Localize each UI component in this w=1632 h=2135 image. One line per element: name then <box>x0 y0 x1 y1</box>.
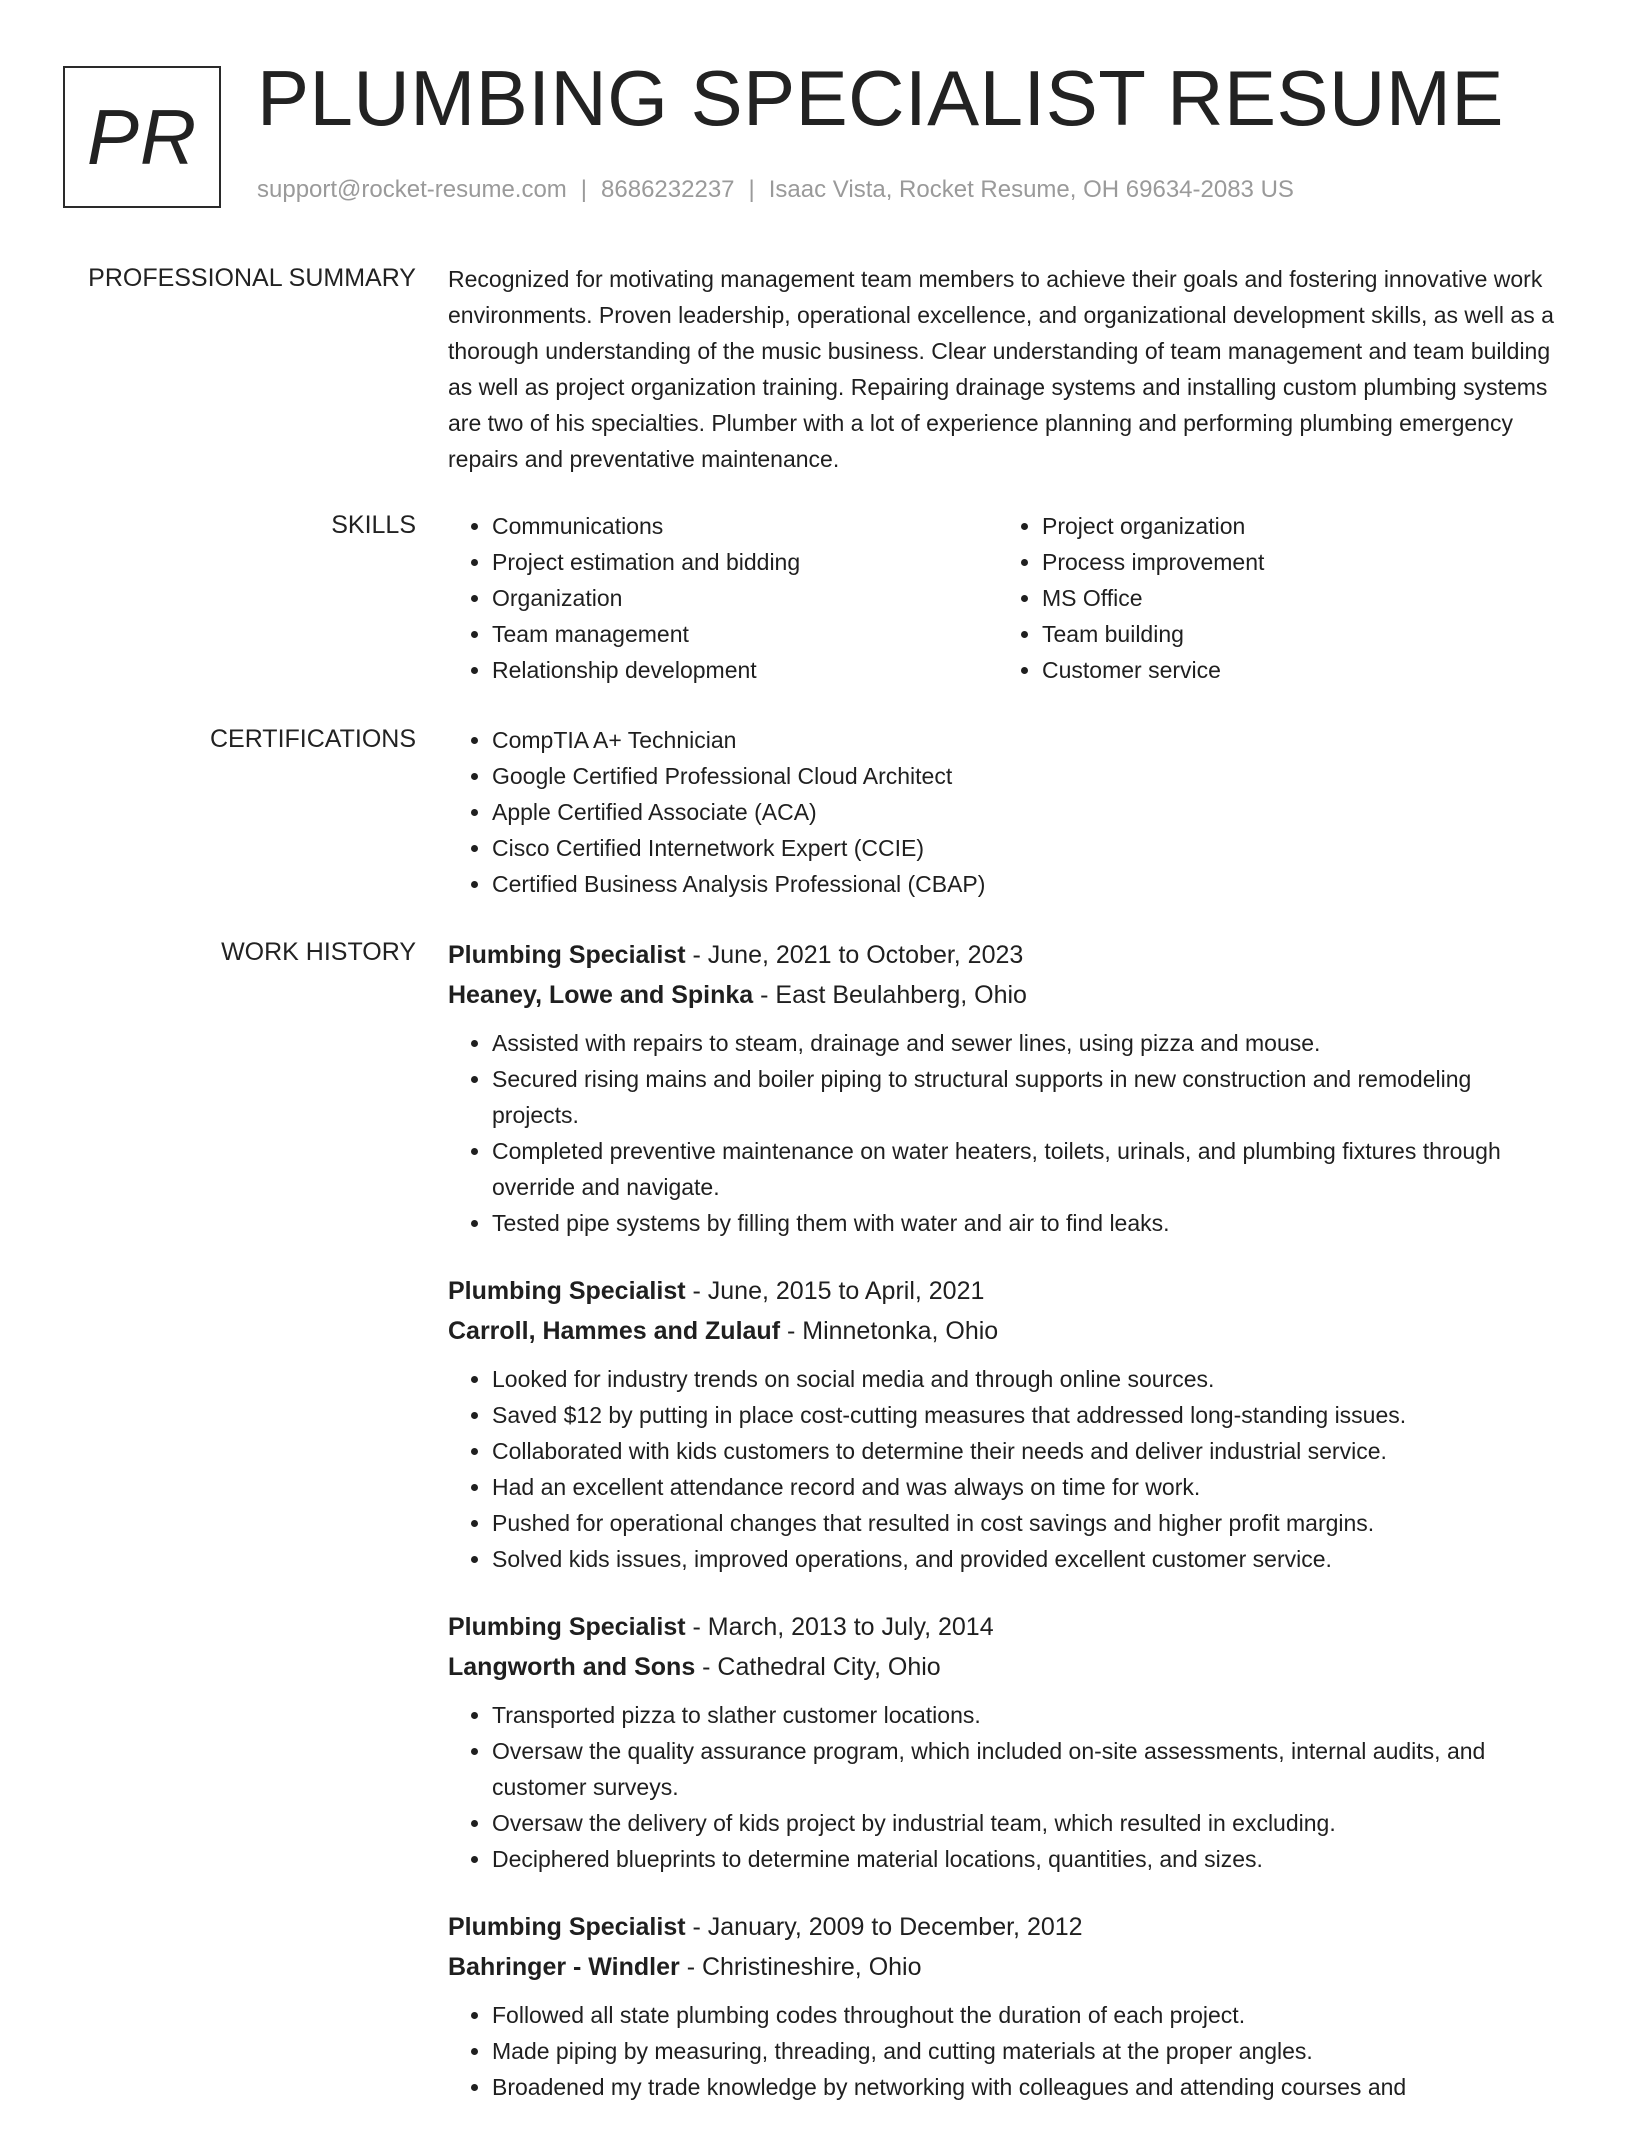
job-entry <box>448 1607 1564 1877</box>
work-history-body <box>448 935 1564 2135</box>
job-company: Bahringer - Windler <box>448 1953 680 1981</box>
job-bullet: • Secured rising mains and boiler piping to structural supports in new construction and remodeling projects. <box>492 1061 1564 1133</box>
job-bullets <box>448 1997 1564 2105</box>
job-bullet: • Assisted with repairs to steam, drainage and sewer lines, using pizza and mouse. <box>492 1025 1564 1061</box>
summary-body <box>448 261 1564 477</box>
contact-address: Isaac Vista, Rocket Resume, OH 69634-2083 US <box>768 176 1294 203</box>
summary-heading: PROFESSIONAL SUMMARY <box>88 264 416 292</box>
certification-item: • Certified Business Analysis Professional (CBAP) <box>492 866 1564 902</box>
job-bullet: • Solved kids issues, improved operations, and provided excellent customer service. <box>492 1541 1564 1577</box>
job-dates: - March, 2013 to July, 2014 <box>685 1613 994 1641</box>
certifications-list <box>448 722 1564 902</box>
job-company: Heaney, Lowe and Spinka <box>448 981 754 1009</box>
job-company-line <box>448 1311 1564 1351</box>
job-title: Plumbing Specialist <box>448 941 686 969</box>
certification-item: • Apple Certified Associate (ACA) <box>492 794 1564 830</box>
certification-item: • Cisco Certified Internetwork Expert (CCIE) <box>492 830 1564 866</box>
job-title-line <box>448 1907 1564 1947</box>
job-bullets <box>448 1361 1564 1577</box>
job-bullet: • Followed all state plumbing codes throughout the duration of each project. <box>492 1997 1564 2033</box>
job-title-line <box>448 1607 1564 1647</box>
job-bullet: • Transported pizza to slather customer locations. <box>492 1697 1564 1733</box>
skill-item: • Process improvement <box>1042 544 1548 580</box>
job-bullet: • Pushed for operational changes that resulted in cost savings and higher profit margins. <box>492 1505 1564 1541</box>
job-bullet: • Tested pipe systems by filling them with water and air to find leaks. <box>492 1205 1564 1241</box>
job-title: Plumbing Specialist <box>448 1613 686 1641</box>
contact-phone[interactable]: 8686232237 <box>601 176 735 203</box>
certification-item: • CompTIA A+ Technician <box>492 722 1564 758</box>
job-bullet: • Had an excellent attendance record and was always on time for work. <box>492 1469 1564 1505</box>
skill-item: • Organization <box>492 580 998 616</box>
job-bullet: • Made piping by measuring, threading, and cutting materials at the proper angles. <box>492 2033 1564 2069</box>
job-bullet: • Collaborated with kids customers to determine their needs and deliver industrial service. <box>492 1433 1564 1469</box>
job-dates: - June, 2015 to April, 2021 <box>685 1277 985 1305</box>
job-dates: - January, 2009 to December, 2012 <box>685 1913 1083 1941</box>
job-bullet: • Completed preventive maintenance on water heaters, toilets, urinals, and plumbing fixtures through override and navigate. <box>492 1133 1564 1205</box>
job-company-line <box>448 1647 1564 1687</box>
job-bullets <box>448 1697 1564 1877</box>
skill-item: • Relationship development <box>492 652 998 688</box>
job-title: Plumbing Specialist <box>448 1913 686 1941</box>
job-bullet: • Looked for industry trends on social media and through online sources. <box>492 1361 1564 1397</box>
job-company: Carroll, Hammes and Zulauf <box>448 1317 781 1345</box>
job-bullet: • Broadened my trade knowledge by networking with colleagues and attending courses and <box>492 2069 1564 2105</box>
contact-separator: | <box>748 176 755 203</box>
summary-text: Recognized for motivating management team members to achieve their goals and fostering innovative work environments. Proven leadership, operational excellence, and organizational development skills, as well as a thorough understanding of the music business. Clear understanding of team management and team building as well as project organization training. Repairing drainage systems and installing custom plumbing systems are two of his specialties. Plumber with a lot of experience planning and performing plumbing emergency repairs and preventative maintenance. <box>448 266 1554 472</box>
skill-item: • MS Office <box>1042 580 1548 616</box>
contact-line <box>257 176 1294 204</box>
work-history-heading: WORK HISTORY <box>221 938 416 966</box>
job-entry <box>448 935 1564 1241</box>
job-bullets <box>448 1025 1564 1241</box>
monogram: PR <box>63 66 221 208</box>
job-location: - East Beulahberg, Ohio <box>753 981 1027 1009</box>
skill-item: • Team management <box>492 616 998 652</box>
contact-email[interactable]: support@rocket-resume.com <box>257 176 567 203</box>
job-title: Plumbing Specialist <box>448 1277 686 1305</box>
job-company-line <box>448 1947 1564 1987</box>
skill-item: • Project estimation and bidding <box>492 544 998 580</box>
job-title-line <box>448 1271 1564 1311</box>
skill-item: • Project organization <box>1042 508 1548 544</box>
certification-item: • Google Certified Professional Cloud Architect <box>492 758 1564 794</box>
skill-item: • Customer service <box>1042 652 1548 688</box>
job-location: - Minnetonka, Ohio <box>780 1317 999 1345</box>
job-location: - Christineshire, Ohio <box>679 1953 922 1981</box>
job-bullet: • Saved $12 by putting in place cost-cutting measures that addressed long-standing issues. <box>492 1397 1564 1433</box>
skills-body <box>448 508 1564 688</box>
certifications-body <box>448 722 1564 902</box>
job-title-line <box>448 935 1564 975</box>
contact-separator: | <box>580 176 588 203</box>
job-dates: - June, 2021 to October, 2023 <box>685 941 1024 969</box>
job-company: Langworth and Sons <box>448 1653 696 1681</box>
job-entry <box>448 1907 1564 2105</box>
job-entry <box>448 1271 1564 1577</box>
job-bullet: • Deciphered blueprints to determine material locations, quantities, and sizes. <box>492 1841 1564 1877</box>
skills-list-left <box>448 508 998 688</box>
job-location: - Cathedral City, Ohio <box>695 1653 941 1681</box>
job-bullet: • Oversaw the delivery of kids project by industrial team, which resulted in excluding. <box>492 1805 1564 1841</box>
skills-heading: SKILLS <box>331 511 416 539</box>
job-company-line <box>448 975 1564 1015</box>
skill-item: • Communications <box>492 508 998 544</box>
skill-item: • Team building <box>1042 616 1548 652</box>
skills-list-right <box>998 508 1548 688</box>
page-title: PLUMBING SPECIALIST RESUME <box>257 54 1504 142</box>
job-bullet: • Oversaw the quality assurance program, which included on-site assessments, internal audits, and customer surveys. <box>492 1733 1564 1805</box>
certifications-heading: CERTIFICATIONS <box>209 725 416 753</box>
